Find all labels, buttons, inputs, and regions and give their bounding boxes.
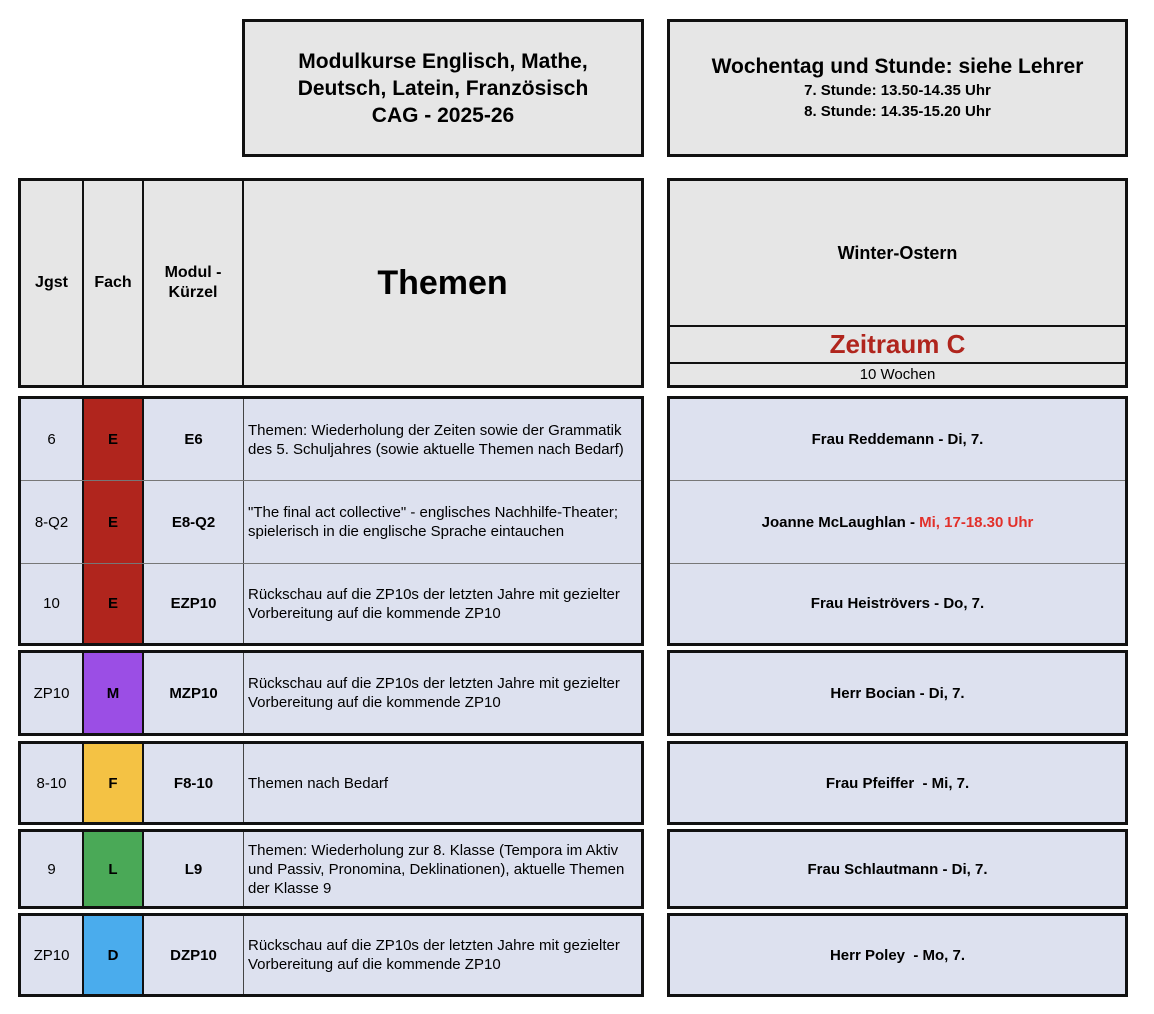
group-math-right [667, 650, 1128, 736]
fach-cell: D [84, 916, 144, 994]
duration-cell [670, 364, 1125, 385]
group-english-left [18, 396, 644, 646]
table-header-left [18, 178, 644, 388]
title-line-2: Deutsch, Latein, Französisch [297, 76, 589, 100]
group-german-right [667, 913, 1128, 997]
table-row [21, 916, 641, 994]
group-latin-right [667, 829, 1128, 909]
teacher-cell: Frau Heiströvers - Do, 7. [810, 595, 985, 612]
teacher-row [670, 481, 1125, 564]
modul-cell: L9 [144, 832, 244, 906]
teacher-cell: Herr Bocian - Di, 7. [830, 684, 965, 702]
header-modul-line-2: Kürzel [168, 284, 218, 301]
group-german-left [18, 913, 644, 997]
header-fach: Fach [84, 181, 144, 385]
modul-cell: DZP10 [144, 916, 244, 994]
themen-cell: Rückschau auf die ZP10s der letzten Jahre mit gezielter Vorbereitung auf die kommende ZP10 [248, 675, 620, 711]
teacher-row [670, 399, 1125, 481]
table-row [21, 481, 641, 564]
themen-cell: Rückschau auf die ZP10s der letzten Jahre mit gezielter Vorbereitung auf die kommende ZP10 [248, 585, 620, 622]
teacher-cell: Herr Poley - Mo, 7. [829, 946, 966, 964]
fach-cell: F [84, 744, 144, 822]
teacher-cell: Frau Reddemann - Di, 7. [811, 431, 984, 448]
modul-cell: E6 [144, 399, 244, 480]
info-box [667, 19, 1128, 157]
jgst-cell: 10 [21, 564, 84, 643]
teacher-row [670, 564, 1125, 643]
group-latin-left [18, 829, 644, 909]
jgst-cell: 8-Q2 [21, 481, 84, 563]
teacher-time-highlight: Mi, 17-18.30 Uhr [919, 513, 1034, 531]
fach-cell: L [84, 832, 144, 906]
jgst-cell: ZP10 [21, 653, 84, 733]
fach-cell: E [84, 481, 144, 563]
zeitraum-label: Zeitraum C [829, 329, 966, 359]
header-themen: Themen [377, 264, 508, 302]
teacher-cell: Joanne McLaughlan - [761, 513, 920, 531]
group-math-left [18, 650, 644, 736]
table-row [21, 564, 641, 643]
themen-cell: Rückschau auf die ZP10s der letzten Jahre mit gezielter Vorbereitung auf die kommende ZP10 [248, 937, 620, 973]
modul-cell: F8-10 [144, 744, 244, 822]
table-header-right [667, 178, 1128, 388]
period-label: Winter-Ostern [837, 242, 958, 263]
fach-cell: E [84, 564, 144, 643]
teacher-cell: Frau Pfeiffer - Mi, 7. [825, 774, 970, 792]
info-line-1: 7. Stunde: 13.50-14.35 Uhr [804, 82, 991, 99]
jgst-cell: ZP10 [21, 916, 84, 994]
table-row [21, 653, 641, 733]
title-line-1: Modulkurse Englisch, Mathe, [298, 49, 588, 73]
fach-cell: E [84, 399, 144, 480]
jgst-cell: 8-10 [21, 744, 84, 822]
themen-cell: Themen: Wiederholung der Zeiten sowie der Grammatik des 5. Schuljahres (sowie aktuelle Themen nach Bedarf) [248, 421, 624, 458]
table-row [21, 744, 641, 822]
teacher-cell: Frau Schlautmann - Di, 7. [807, 860, 988, 878]
header-jgst: Jgst [21, 181, 84, 385]
header-modul-line-1: Modul - [164, 264, 222, 281]
themen-cell: Themen: Wiederholung zur 8. Klasse (Tempora im Aktiv und Passiv, Pronomina, Deklinationen), aktuelle Themen der Klasse 9 [248, 841, 625, 897]
title-box [242, 19, 644, 157]
modul-cell: E8-Q2 [144, 481, 244, 563]
info-line-2: 8. Stunde: 14.35-15.20 Uhr [804, 103, 991, 120]
modul-cell: EZP10 [144, 564, 244, 643]
modul-cell: MZP10 [144, 653, 244, 733]
duration-label: 10 Wochen [859, 366, 936, 383]
jgst-cell: 9 [21, 832, 84, 906]
group-french-left [18, 741, 644, 825]
title-line-3: CAG - 2025-26 [371, 103, 515, 127]
group-english-right [667, 396, 1128, 646]
zeitraum-cell [670, 327, 1125, 364]
jgst-cell: 6 [21, 399, 84, 480]
info-title: Wochentag und Stunde: siehe Lehrer [711, 55, 1084, 78]
themen-cell: Themen nach Bedarf [248, 774, 389, 792]
header-modul [144, 181, 244, 385]
period-cell [670, 181, 1125, 327]
table-row [21, 399, 641, 481]
group-french-right [667, 741, 1128, 825]
fach-cell: M [84, 653, 144, 733]
table-row [21, 832, 641, 906]
themen-cell: "The final act collective" - englisches Nachhilfe-Theater; spielerisch in die englische Sprache eintauchen [248, 504, 618, 540]
